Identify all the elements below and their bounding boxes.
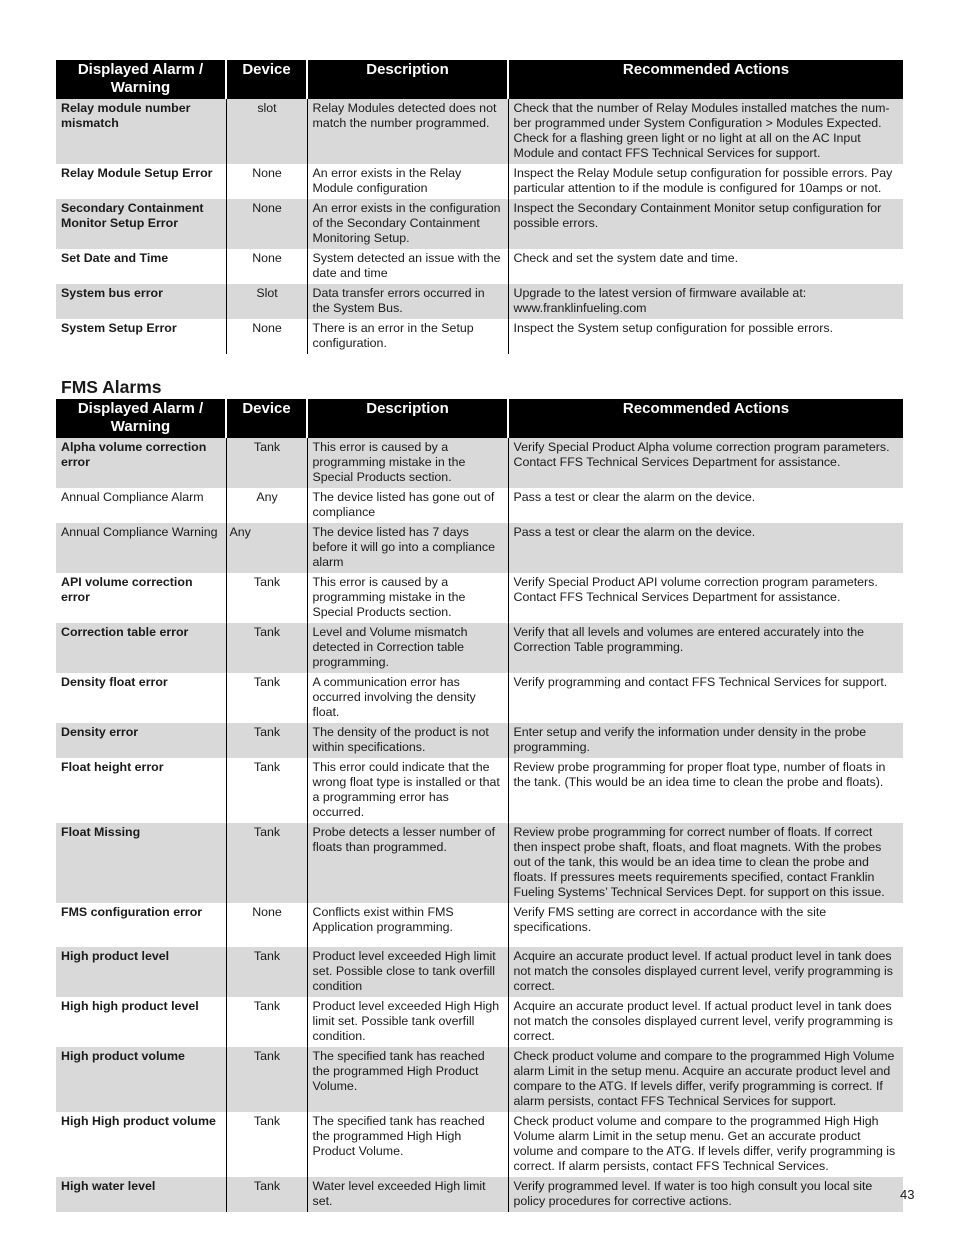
alarm-name: High High product volume [61, 1114, 216, 1128]
alarm-name: Float Missing [56, 823, 226, 903]
action-cell: Review probe programming for proper float type, number of floats in the tank. (This would be an idea time to clean the probe and floats). [508, 758, 903, 823]
action-cell: Verify that all levels and volumes are entered accurately into the Correction Table programming. [508, 623, 903, 673]
alarm-name: Relay module number mismatch [56, 99, 226, 164]
alarm-name: Set Date and Time [61, 251, 169, 265]
action-cell: Check that the number of Relay Modules installed matches the num-ber programmed under System Configuration > Modules Expected. Check for a flashing green light or no light at all on the AC Input Module and contact FFS Technical Services for support. [508, 99, 903, 164]
description-cell: Level and Volume mismatch detected in Correction table programming. [307, 623, 508, 673]
description-cell: Product level exceeded High High limit set. Possible tank overfill condition. [307, 997, 508, 1047]
table-row [56, 99, 903, 164]
table-row [56, 673, 903, 723]
table-row [56, 164, 903, 199]
description-cell: This error is caused by a programming mistake in the Special Products section. [307, 438, 508, 488]
device-cell: Tank [226, 723, 307, 758]
table-row [56, 1177, 903, 1212]
device-cell: Tank [226, 823, 307, 903]
description-cell: The device listed has 7 days before it will go into a compliance alarm [307, 523, 508, 573]
table-row [56, 573, 903, 623]
action-cell: Pass a test or clear the alarm on the device. [508, 488, 903, 523]
action-cell: Enter setup and verify the information under density in the probe programming. [508, 723, 903, 758]
header-displayed-alarm: Displayed Alarm / Warning [56, 399, 226, 438]
alarm-name: FMS configuration error [61, 905, 203, 919]
action-cell: Inspect the System setup configuration for possible errors. [508, 319, 903, 354]
action-cell: Verify FMS setting are correct in accordance with the site specifications. [508, 903, 903, 947]
description-cell: System detected an issue with the date and time [307, 249, 508, 284]
alarm-name: System Setup Error [61, 321, 177, 335]
table-row [56, 723, 903, 758]
device-cell: Any [226, 523, 307, 573]
action-cell: Verify programming and contact FFS Technical Services for support. [508, 673, 903, 723]
description-cell: This error could indicate that the wrong float type is installed or that a programming error has occurred. [307, 758, 508, 823]
alarm-name: Correction table error [56, 623, 226, 673]
section-title: FMS Alarms [61, 377, 162, 397]
header-device: Device [226, 399, 307, 438]
device-cell: Tank [226, 1177, 307, 1212]
device-cell: None [226, 319, 307, 354]
action-cell: Inspect the Relay Module setup configuration for possible errors. Pay particular attention to if the module is configured for 10amps or not. [508, 164, 903, 199]
table-header-row [56, 60, 903, 99]
description-cell: The specified tank has reached the programmed High Product Volume. [307, 1047, 508, 1112]
header-recommended-actions: Recommended Actions [508, 60, 903, 99]
alarm-name: High product volume [56, 1047, 226, 1112]
table-row [56, 284, 903, 319]
page-number: 43 [900, 1187, 915, 1202]
table-row [56, 523, 903, 573]
alarm-name: Density error [56, 723, 226, 758]
header-description: Description [307, 60, 508, 99]
table-row [56, 823, 903, 903]
device-cell: Any [226, 488, 307, 523]
action-cell: Verify Special Product API volume correction program parameters. Contact FFS Technical Services Department for assistance. [508, 573, 903, 623]
description-cell: Product level exceeded High limit set. Possible close to tank overfill condition [307, 947, 508, 997]
alarm-name: Relay Module Setup Error [61, 166, 213, 180]
description-cell: An error exists in the Relay Module configuration [307, 164, 508, 199]
device-cell: Tank [226, 1047, 307, 1112]
alarm-name: High high product level [61, 999, 199, 1013]
alarm-name: Alpha volume correction error [56, 438, 226, 488]
alarm-name: Secondary Containment Monitor Setup Error [56, 199, 226, 249]
device-cell: None [226, 903, 307, 947]
action-cell: Check product volume and compare to the programmed High High Volume alarm Limit in the setup menu. Get an accurate product volume and compare to the ATG. If levels differ, verify programming is correct. If alarm persists, contact FFS Technical Services. [508, 1112, 903, 1177]
device-cell: None [226, 249, 307, 284]
description-cell: Probe detects a lesser number of floats than programmed. [307, 823, 508, 903]
description-cell: Data transfer errors occurred in the System Bus. [307, 284, 508, 319]
device-cell: Tank [226, 673, 307, 723]
header-recommended-actions: Recommended Actions [508, 399, 903, 438]
alarm-name: System bus error [56, 284, 226, 319]
device-cell: Slot [226, 284, 307, 319]
table-row [56, 488, 903, 523]
action-cell: Acquire an accurate product level. If actual product level in tank does not match the consoles displayed current level, verify programming is correct. [508, 947, 903, 997]
device-cell: Tank [226, 947, 307, 997]
device-cell: Tank [226, 758, 307, 823]
description-cell: Water level exceeded High limit set. [307, 1177, 508, 1212]
header-description: Description [307, 399, 508, 438]
description-cell: Relay Modules detected does not match the number programmed. [307, 99, 508, 164]
device-cell: Tank [226, 573, 307, 623]
table-header-row [56, 399, 903, 438]
alarm-name: High water level [56, 1177, 226, 1212]
device-cell: Tank [226, 623, 307, 673]
table-row [56, 947, 903, 997]
alarm-name: Float height error [61, 760, 164, 774]
table-row [56, 199, 903, 249]
alarms-table-fms [56, 399, 903, 1212]
action-cell: Upgrade to the latest version of firmware available at: www.franklinfueling.com [508, 284, 903, 319]
table-row [56, 1047, 903, 1112]
alarm-name: High product level [56, 947, 226, 997]
alarms-table-system [56, 60, 903, 354]
action-cell: Inspect the Secondary Containment Monitor setup configuration for possible errors. [508, 199, 903, 249]
description-cell: There is an error in the Setup configuration. [307, 319, 508, 354]
description-cell: Conflicts exist within FMS Application programming. [307, 903, 508, 947]
device-cell: None [226, 164, 307, 199]
table-row [56, 758, 903, 823]
action-cell: Check product volume and compare to the programmed High Volume alarm Limit in the setup menu. Acquire an accurate product level and compare to the ATG. If levels differ, verify programming is correct. If alarm persists, contact FFS Technical Services for support. [508, 1047, 903, 1112]
device-cell: Tank [226, 1112, 307, 1177]
device-cell: Tank [226, 997, 307, 1047]
description-cell: A communication error has occurred involving the density float. [307, 673, 508, 723]
header-displayed-alarm: Displayed Alarm / Warning [56, 60, 226, 99]
alarm-name: Density float error [61, 675, 168, 689]
alarm-name: API volume correction error [61, 575, 193, 604]
table-row [56, 903, 903, 947]
description-cell: The device listed has gone out of compliance [307, 488, 508, 523]
table-row [56, 997, 903, 1047]
table-row [56, 1112, 903, 1177]
action-cell: Review probe programming for correct number of floats. If correct then inspect probe shaft, floats, and float magnets. With the probes out of the tank, this would be an idea time to clean the probe and floats. If pressures meets requirements specified, contact Franklin Fueling Systems’ Technical Services Dept. for support on this issue. [508, 823, 903, 903]
alarm-name: Annual Compliance Alarm [61, 490, 204, 504]
description-cell: This error is caused by a programming mistake in the Special Products section. [307, 573, 508, 623]
device-cell: None [226, 199, 307, 249]
action-cell: Acquire an accurate product level. If actual product level in tank does not match the consoles displayed current level, verify programming is correct. [508, 997, 903, 1047]
description-cell: The specified tank has reached the programmed High High Product Volume. [307, 1112, 508, 1177]
action-cell: Verify Special Product Alpha volume correction program parameters. Contact FFS Technical Services Department for assistance. [508, 438, 903, 488]
header-device: Device [226, 60, 307, 99]
action-cell: Verify programmed level. If water is too high consult you local site policy procedures for corrective actions. [508, 1177, 903, 1212]
action-cell: Check and set the system date and time. [508, 249, 903, 284]
alarm-name: Annual Compliance Warning [56, 523, 226, 573]
table-row [56, 249, 903, 284]
table-row [56, 319, 903, 354]
device-cell: Tank [226, 438, 307, 488]
device-cell: slot [226, 99, 307, 164]
description-cell: An error exists in the configuration of the Secondary Containment Monitoring Setup. [307, 199, 508, 249]
description-cell: The density of the product is not within specifications. [307, 723, 508, 758]
action-cell: Pass a test or clear the alarm on the device. [508, 523, 903, 573]
table-row [56, 623, 903, 673]
table-row [56, 438, 903, 488]
